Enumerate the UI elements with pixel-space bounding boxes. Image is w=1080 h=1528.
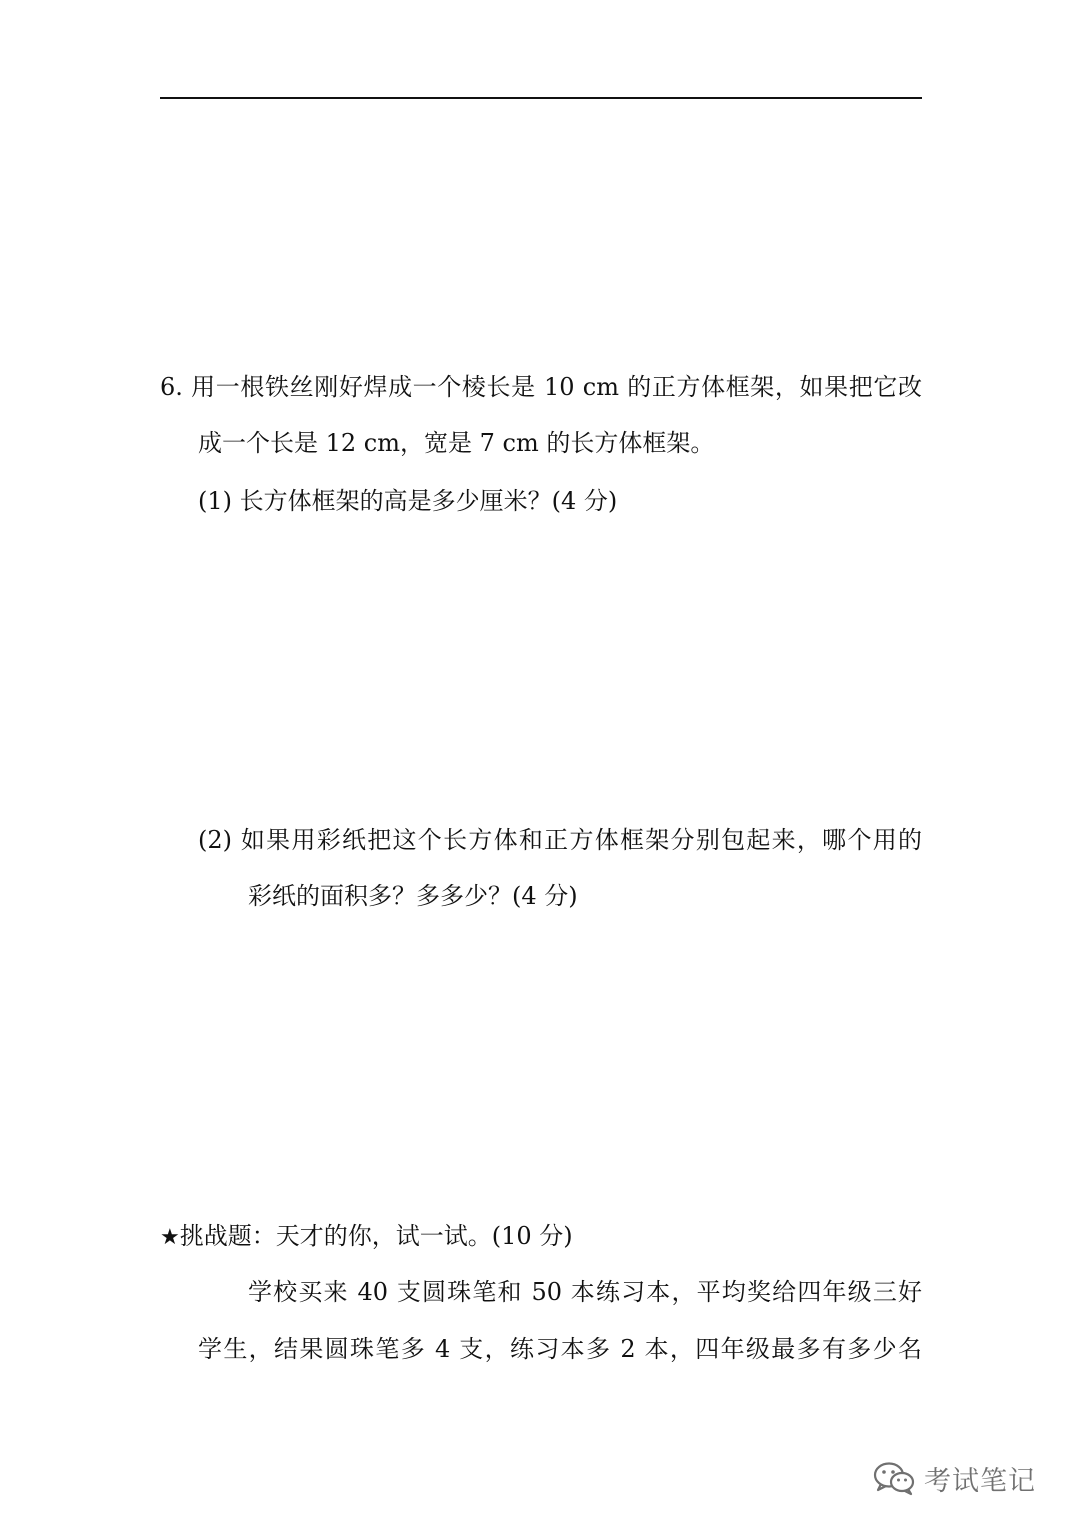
challenge-header — [160, 1221, 573, 1253]
challenge-line-1: 学校买来 40 支圆珠笔和 50 本练习本，平均奖给四年级三好 — [248, 1278, 922, 1306]
challenge-title: 挑战题：天才的你，试一试。(10 分) — [179, 1222, 573, 1250]
challenge-line-2: 学生，结果圆珠笔多 4 支，练习本多 2 本，四年级最多有多少名 — [198, 1335, 922, 1363]
top-rule — [160, 97, 922, 99]
question-6-line-1: 6. 用一根铁丝刚好焊成一个棱长是 10 cm 的正方体框架，如果把它改 — [160, 373, 922, 401]
question-6-subquestion-1: (1) 长方体框架的高是多少厘米？(4 分) — [198, 487, 618, 515]
question-6-subquestion-2-line-1: (2) 如果用彩纸把这个长方体和正方体框架分别包起来，哪个用的 — [198, 826, 922, 854]
star-icon: ★ — [160, 1225, 180, 1250]
question-6-subquestion-2-line-2: 彩纸的面积多？多多少？(4 分) — [248, 882, 578, 910]
question-6-line-2: 成一个长是 12 cm，宽是 7 cm 的长方体框架。 — [198, 429, 715, 457]
wechat-icon — [872, 1460, 916, 1496]
watermark — [872, 1458, 1036, 1498]
watermark-text: 考试笔记 — [924, 1465, 1036, 1497]
